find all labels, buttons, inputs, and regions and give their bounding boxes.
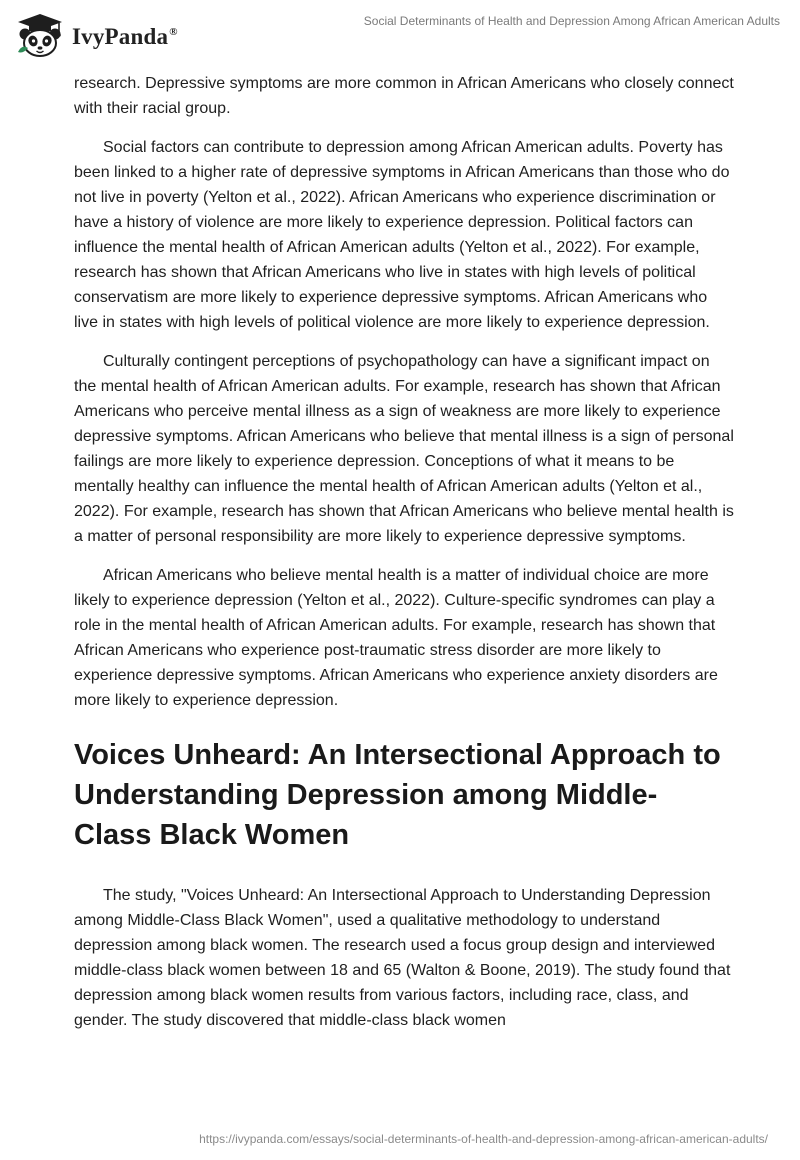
paragraph: research. Depressive symptoms are more common in African Americans who closely connect with their racial group. (74, 75, 734, 117)
section-heading: Voices Unheard: An Intersectional Approach to Understanding Depression among Middle-Class Black Women (74, 739, 721, 851)
paragraph: The study, "Voices Unheard: An Intersectional Approach to Understanding Depression among Middle-Class Black Women", used a qualitative methodology to understand depression among black women. The research used a focus group design and interviewed middle-class black women between 18 and 65 (Walton & Boone, 2019). The study found that depression among black women results from various factors, including race, class, and gender. The study discovered that middle-class black women (74, 887, 731, 1029)
document-title: Social Determinants of Health and Depression Among African American Adults (363, 14, 780, 28)
page-header (0, 0, 800, 66)
logo-wordmark: IvyPanda® (72, 24, 178, 49)
paragraph: African Americans who believe mental health is a matter of individual choice are more likely to experience depression (Yelton et al., 2022). Culture-specific syndromes can play a role in the mental health of African American adults. For example, research has shown that African Americans who experience post-traumatic stress disorder are more likely to experience depressive symptoms. African Americans who experience anxiety disorders are more likely to experience depression. (74, 567, 718, 709)
paragraph: Social factors can contribute to depression among African American adults. Poverty has been linked to a higher rate of depressive symptoms in African Americans than those who do not live in poverty (Yelton et al., 2022). African Americans who experience discrimination or have a history of violence are more likely to experience depression. Political factors can influence the mental health of African American adults (Yelton et al., 2022). For example, research has shown that African Americans who live in states with high levels of political conservatism are more likely to experience depressive symptoms. African Americans who live in states with high levels of political violence are more likely to experience depression. (74, 139, 730, 331)
source-url[interactable]: https://ivypanda.com/essays/social-determinants-of-health-and-depression-among-african-american-adults/ (199, 1132, 768, 1146)
paragraph: Culturally contingent perceptions of psychopathology can have a significant impact on the mental health of African American adults. For example, research has shown that African Americans who perceive mental illness as a sign of weakness are more likely to experience depressive symptoms. African Americans who believe that mental illness is a sign of personal failings are more likely to experience depression. Conceptions of what it means to be mentally healthy can influence the mental health of African American adults (Yelton et al., 2022). For example, research has shown that African Americans who believe mental health is a matter of personal responsibility are more likely to experience depressive symptoms. (74, 353, 734, 545)
panda-graduate-icon (14, 12, 66, 58)
ivypanda-logo[interactable] (14, 12, 178, 58)
essay-body (74, 71, 734, 1047)
